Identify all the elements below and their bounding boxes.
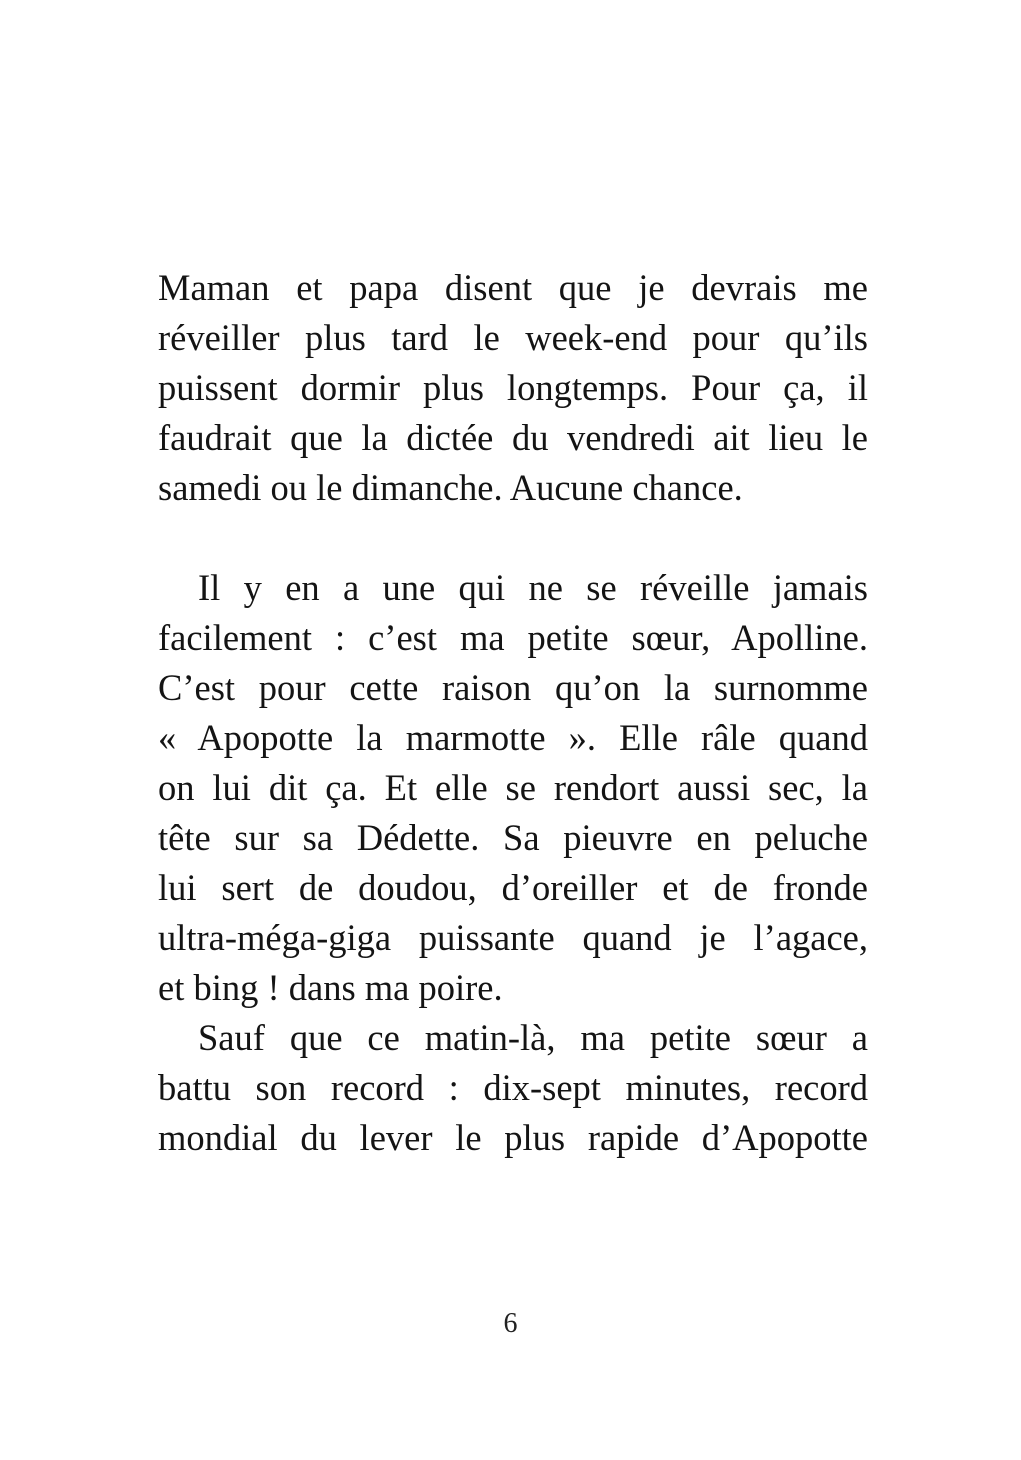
text-line: réveiller plus tard le week-end pour qu’ils (158, 317, 868, 358)
text-line: on lui dit ça. Et elle se rendort aussi sec, la (158, 767, 868, 808)
text-line: mondial du lever le plus rapide d’Apopotte (158, 1117, 868, 1158)
text-line: Sauf que ce matin-là, ma petite sœur a (198, 1017, 868, 1058)
text-line: C’est pour cette raison qu’on la surnomme (158, 667, 868, 708)
text-line: ultra-méga-giga puissante quand je l’agace, (158, 917, 868, 958)
paragraph-2 (158, 563, 868, 1013)
text-line: « Apopotte la marmotte ». Elle râle quand (158, 717, 868, 758)
paragraph-3 (158, 1013, 868, 1163)
page-number: 6 (503, 1308, 518, 1339)
text-line: et bing ! dans ma poire. (158, 967, 503, 1008)
text-line: Maman et papa disent que je devrais me (158, 267, 868, 308)
text-line: Il y en a une qui ne se réveille jamais (198, 567, 868, 608)
text-line: faudrait que la dictée du vendredi ait lieu le (158, 417, 868, 458)
text-line: battu son record : dix-sept minutes, record (158, 1067, 868, 1108)
text-line: facilement : c’est ma petite sœur, Apolline. (158, 617, 868, 658)
text-line: tête sur sa Dédette. Sa pieuvre en peluche (158, 817, 868, 858)
paragraph-1 (158, 263, 868, 513)
text-line: puissent dormir plus longtemps. Pour ça, il (158, 367, 868, 408)
text-line: lui sert de doudou, d’oreiller et de fronde (158, 867, 868, 908)
text-line: samedi ou le dimanche. Aucune chance. (158, 467, 743, 508)
